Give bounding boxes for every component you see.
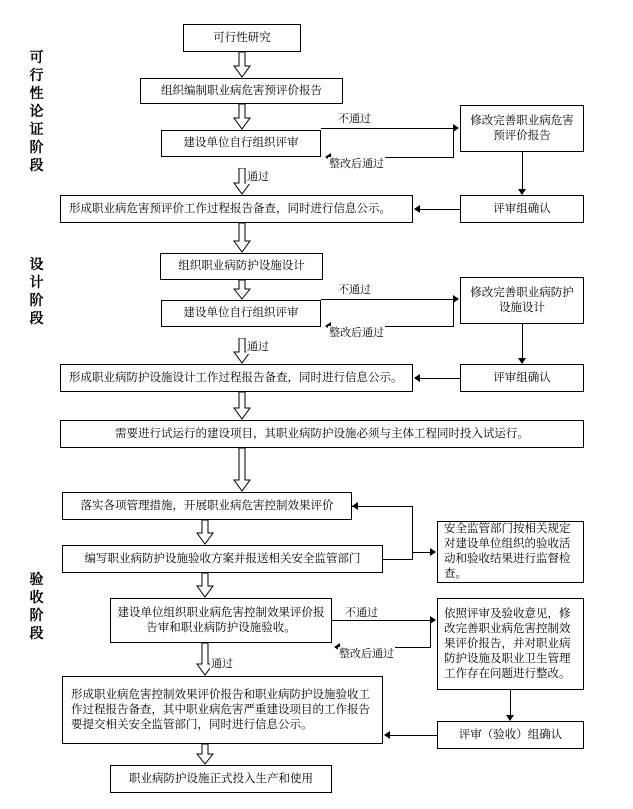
node-write-acceptance-plan[interactable]: 编写职业病防护设施验收方案并报送相关安全监管部门 [62, 545, 383, 573]
line-control-eval-to-bracket [352, 506, 413, 507]
stage-label-feasibility: 可行性论证阶段 [29, 49, 45, 173]
line-acceptance-plan-to-bracket [383, 559, 413, 560]
edge-label-fail-3: 不通过 [345, 607, 378, 619]
line-acceptance-to-revise3 [332, 620, 432, 621]
node-form-control-effect-process-report[interactable]: 形成职业病危害控制效果评价报告和职业病防护设施验收工作过程报告备查，其中职业病危害严重建设项目的工作报告要提交相关安全监管部门，同时进行信息公示。 [62, 676, 383, 744]
line-revise3-to-confirm3 [510, 690, 511, 715]
arrowhead-revise3-to-confirm3 [506, 715, 514, 721]
arrowhead-feedback-to-control-eval [352, 502, 358, 510]
arrowhead-confirm1-to-form [414, 205, 420, 213]
block-arrow-7 [233, 392, 251, 420]
edge-label-pass-after-rectify-3: 整改后通过 [339, 648, 394, 660]
arrowhead-revise1-to-confirm1 [518, 189, 526, 195]
stage-label-acceptance: 验收阶段 [29, 571, 45, 641]
edge-label-fail-1: 不通过 [338, 113, 371, 125]
line-bracket-to-supervision [412, 552, 432, 553]
edge-label-pass-after-rectify-2: 整改后通过 [329, 327, 384, 339]
line-confirm2-to-form [420, 378, 460, 379]
node-organize-report-review-and-acceptance[interactable]: 建设单位组织职业病危害控制效果评价报告审和职业病防护设施验收。 [110, 598, 332, 643]
edge-label-pass-1: 通过 [247, 171, 269, 183]
node-review-group-confirm-2[interactable]: 评审组确认 [460, 364, 584, 392]
block-arrow-8 [233, 448, 251, 492]
node-review-group-confirm-1[interactable]: 评审组确认 [460, 195, 584, 223]
line-revise2-down [453, 299, 454, 327]
line-confirm1-to-form [420, 209, 460, 210]
block-arrow-12 [196, 744, 214, 765]
line-review2-to-revise [321, 299, 454, 300]
node-revise-protection-facility-design[interactable]: 修改完善职业病防护设施设计 [460, 277, 584, 324]
line-review1-to-revise [321, 128, 454, 129]
node-form-pre-evaluation-process-report[interactable]: 形成职业病危害预评价工作过程报告备查，同时进行信息公示。 [60, 195, 413, 223]
node-form-design-process-report[interactable]: 形成职业病防护设施设计工作过程报告备查，同时进行信息公示。 [60, 364, 413, 392]
node-self-organized-review-1[interactable]: 建设单位自行组织评审 [161, 130, 321, 157]
node-revise-per-review-opinions[interactable]: 依照评审及验收意见，修改完善职业病危害控制效果评价报告，并对职业病防护设施及职业卫生管理工作存在问题进行整改。 [437, 598, 584, 690]
node-organize-protection-facility-design[interactable]: 组织职业病防护设施设计 [160, 253, 323, 280]
edge-label-pass-after-rectify-1: 整改后通过 [329, 158, 384, 170]
node-trial-operation-requirement[interactable]: 需要进行试运行的建设项目，其职业病防护设施必须与主体工程同时投入试运行。 [60, 420, 584, 448]
node-facility-put-into-production[interactable]: 职业病防护设施正式投入生产和使用 [110, 765, 332, 793]
edge-label-fail-2: 不通过 [338, 284, 371, 296]
line-revise1-down [453, 128, 454, 158]
line-revise1-to-confirm1 [522, 152, 523, 189]
node-self-organized-review-2[interactable]: 建设单位自行组织评审 [161, 300, 321, 327]
node-supervision-inspection[interactable]: 安全监管部门按相关规定对建设单位组织的验收活动和验收结果进行监督检查。 [437, 521, 584, 583]
block-arrow-1 [233, 52, 251, 78]
node-revise-pre-evaluation-report[interactable]: 修改完善职业病危害预评价报告 [460, 105, 584, 152]
arrowhead-confirm2-to-form [414, 374, 420, 382]
line-revise3-down [430, 620, 431, 648]
edge-label-pass-3: 通过 [211, 658, 233, 670]
stage-label-design: 设计阶段 [29, 256, 45, 326]
block-arrow-9 [196, 520, 214, 545]
block-arrow-4 [233, 223, 251, 253]
node-feasibility-study[interactable]: 可行性研究 [183, 24, 301, 52]
node-prepare-pre-evaluation-report[interactable]: 组织编制职业病危害预评价报告 [140, 78, 343, 104]
block-arrow-2 [233, 104, 251, 130]
block-arrow-5 [233, 280, 251, 300]
arrowhead-confirm3-to-form [384, 731, 390, 739]
arrowhead-to-supervision [430, 548, 436, 556]
edge-label-pass-2: 通过 [247, 341, 269, 353]
block-arrow-10 [196, 573, 214, 598]
arrowhead-revise2-to-confirm2 [518, 358, 526, 364]
node-review-acceptance-group-confirm[interactable]: 评审（验收）组确认 [437, 721, 584, 749]
line-revise2-to-confirm2 [522, 324, 523, 358]
line-confirm3-to-form [390, 735, 437, 736]
node-control-effect-evaluation[interactable]: 落实各项管理措施，开展职业病危害控制效果评价 [62, 492, 352, 520]
